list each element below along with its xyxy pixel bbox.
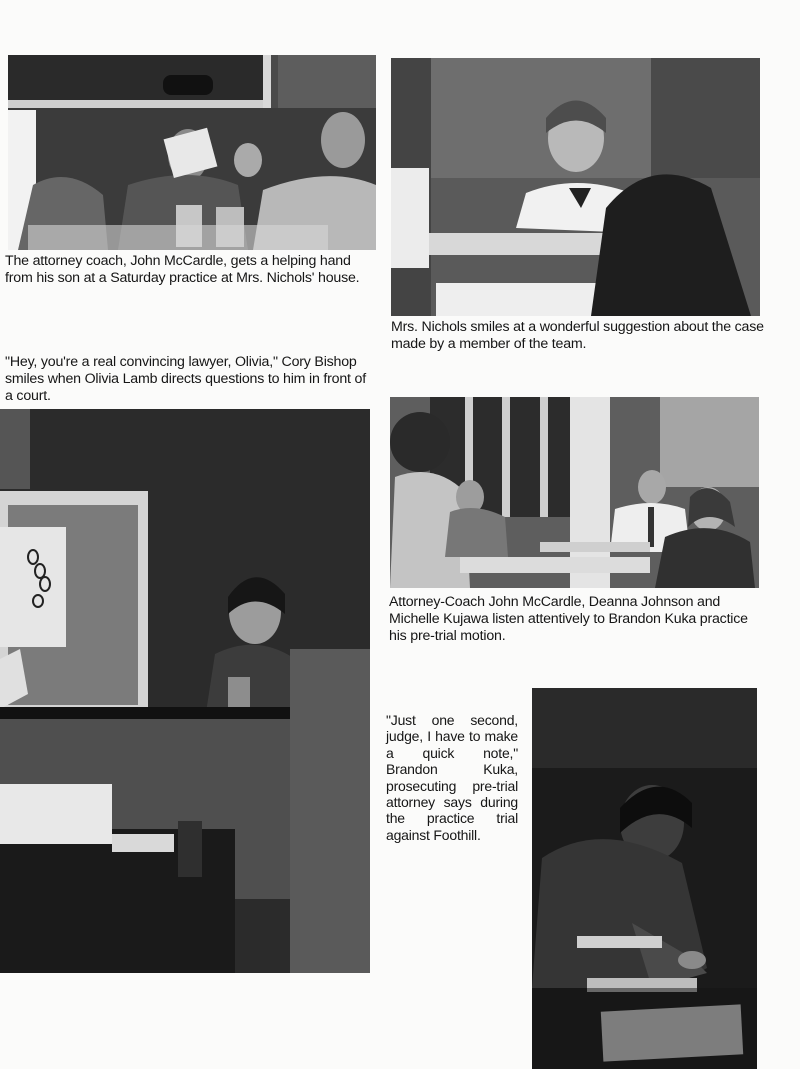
photo-note-taking-student [532, 688, 757, 1069]
photo-classroom-listeners [390, 397, 759, 588]
caption-practice-at-house: The attorney coach, John McCardle, gets a helping hand from his son at a Saturday practice at Mrs. Nichols' house. [5, 253, 360, 286]
photo-courtroom-witness [0, 409, 370, 973]
photo-practice-at-house [8, 55, 376, 250]
caption-courtroom-witness: "Hey, you're a real convincing lawyer, Olivia," Cory Bishop smiles when Olivia Lamb directs questions to him in front of a court. [5, 354, 366, 404]
photo-teacher-smiling [391, 58, 760, 316]
caption-classroom-listeners: Attorney-Coach John McCardle, Deanna Johnson and Michelle Kujawa listen attentively to Brandon Kuka practice his pre-trial motion. [389, 594, 748, 644]
caption-teacher-smiling: Mrs. Nichols smiles at a wonderful suggestion about the case made by a member of the team. [391, 319, 764, 352]
caption-note-taking-student: "Just one second, judge, I have to make a quick note," Brandon Kuka, prosecuting pre-trial attorney says during the practice trial against Foothill. [386, 712, 518, 843]
